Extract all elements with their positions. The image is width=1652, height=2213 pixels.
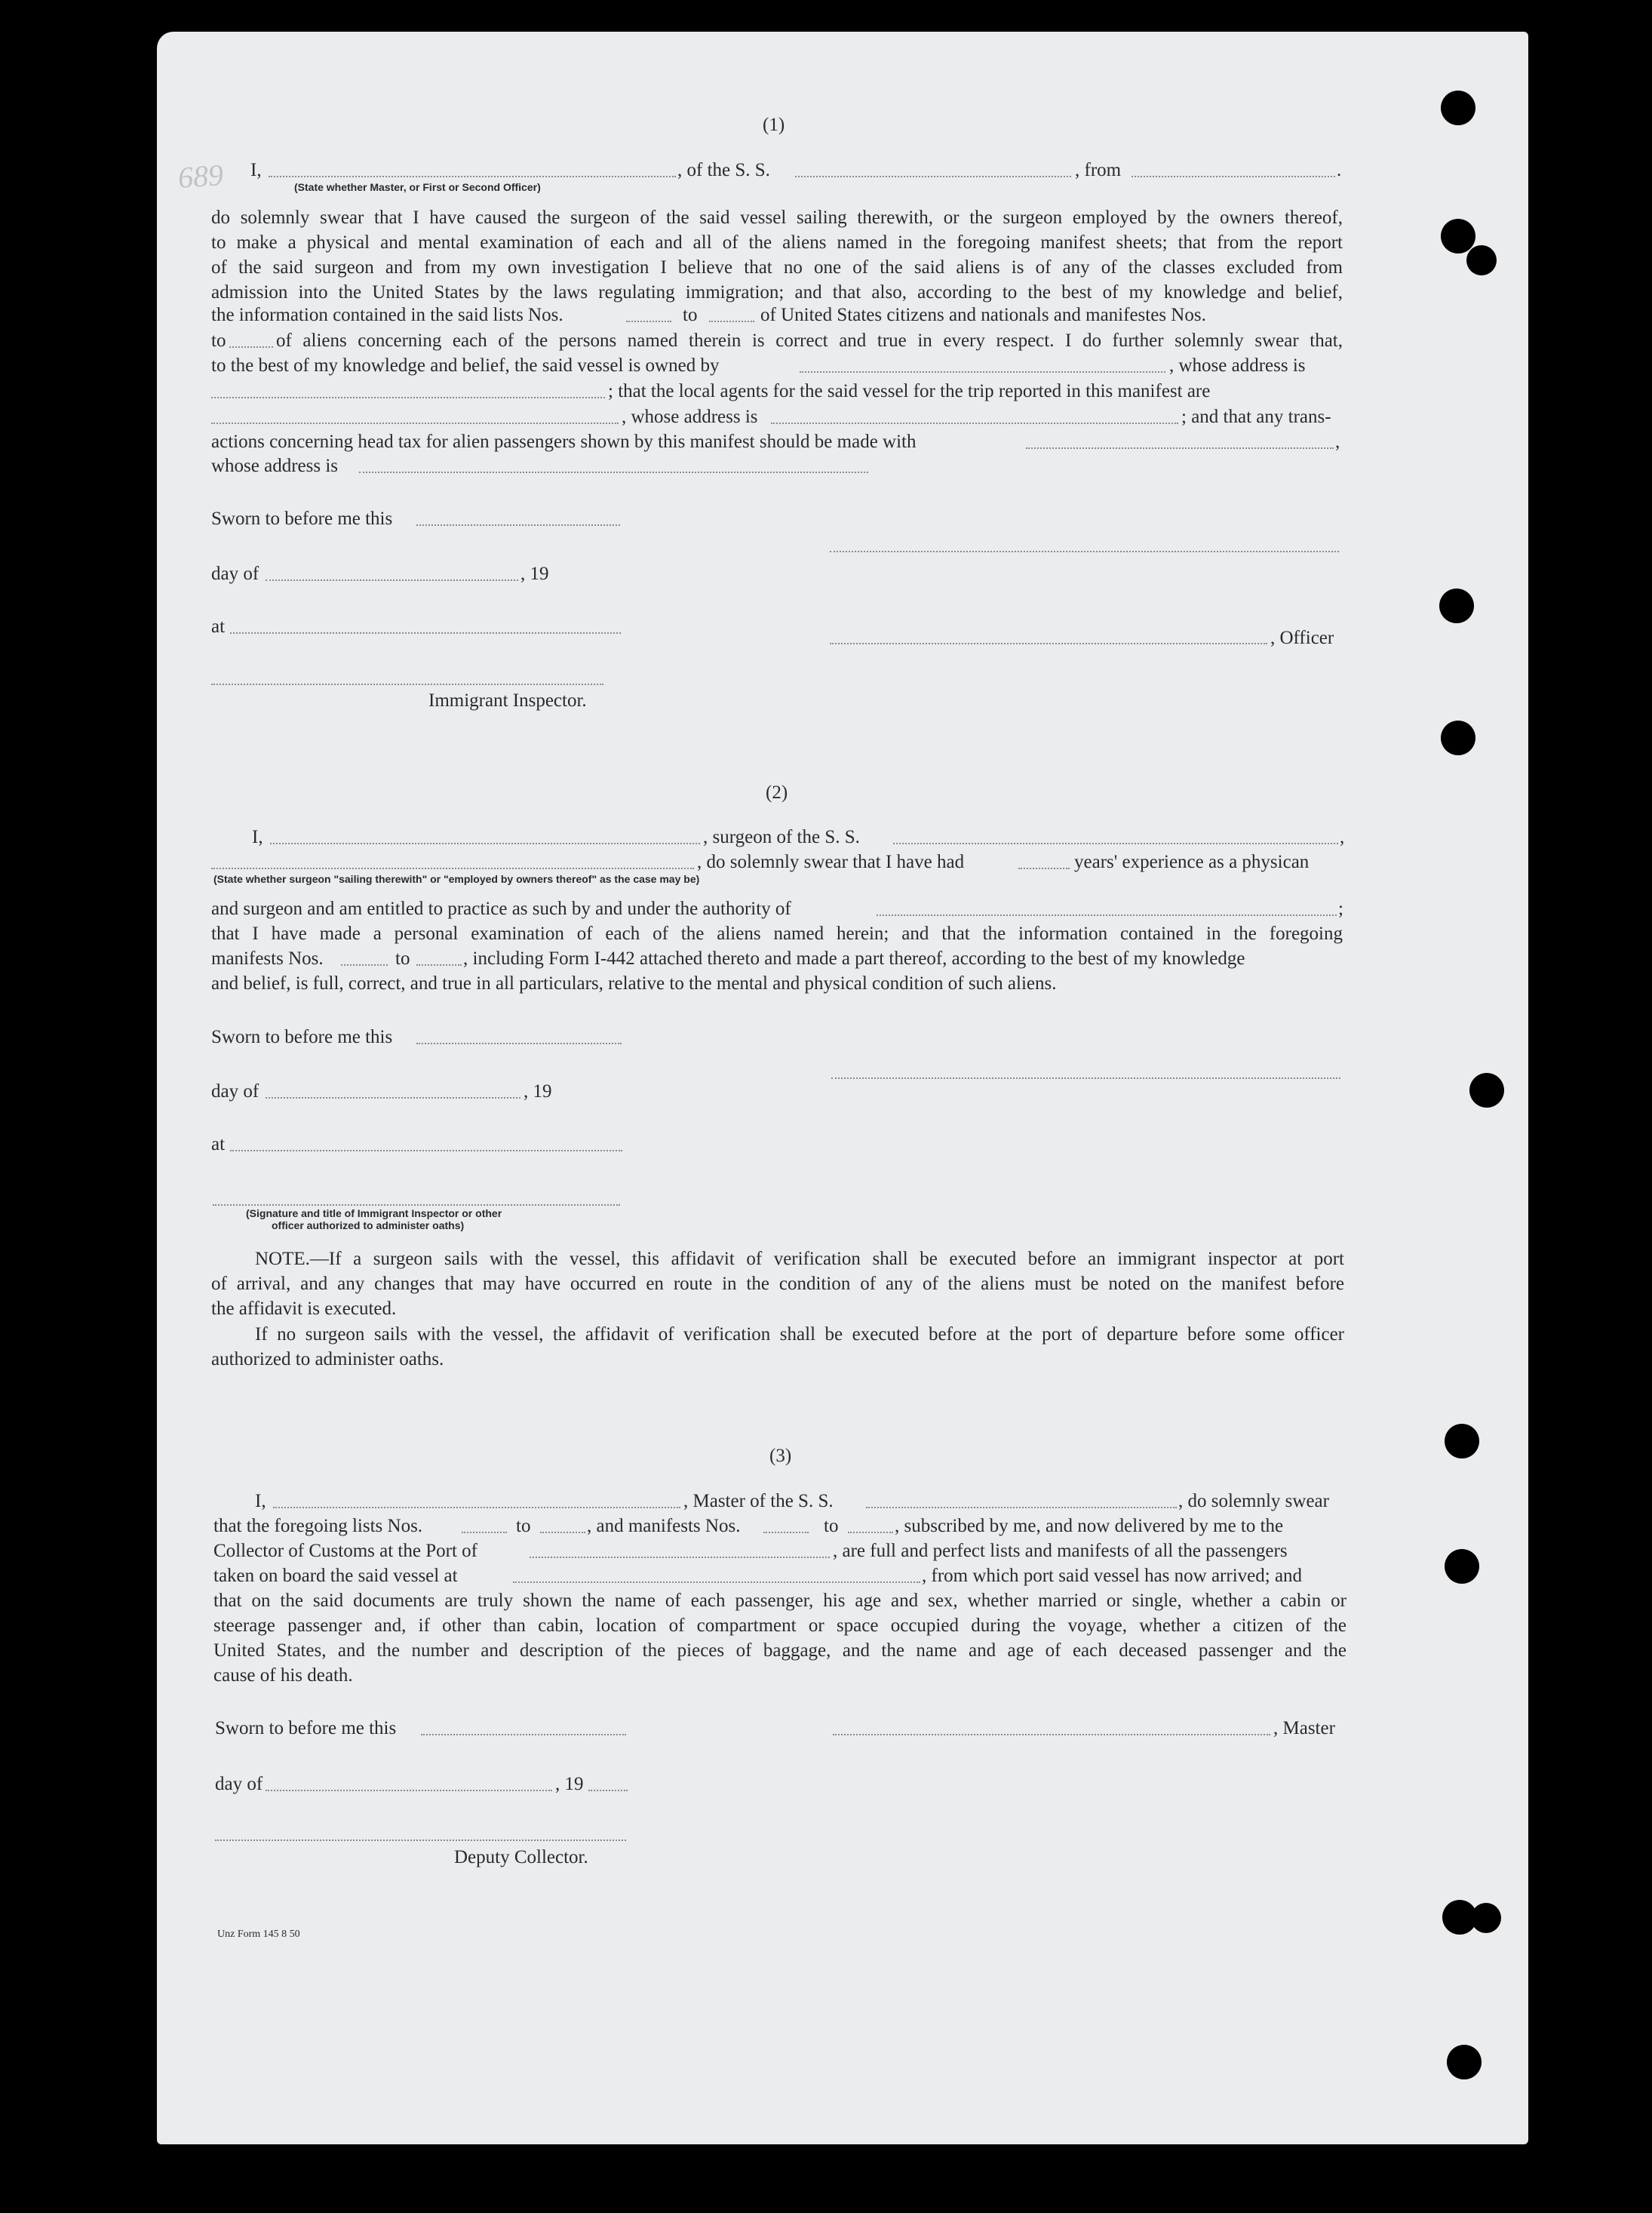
at-label: at	[211, 616, 226, 637]
punch-hole	[1466, 245, 1497, 275]
lists-label: that the foregoing lists Nos.	[213, 1516, 423, 1536]
whose-address-label: , whose address is	[1169, 355, 1306, 376]
swear-text: , do solemnly swear	[1178, 1491, 1329, 1511]
to-label: to	[395, 948, 410, 969]
line-end: ,	[1335, 432, 1340, 452]
signature-caption: (Signature and title of Immigrant Inspector or other	[246, 1207, 502, 1219]
line-end: .	[1337, 160, 1342, 180]
punch-hole	[1471, 1903, 1501, 1933]
punch-hole	[1439, 589, 1474, 623]
punch-hole	[1441, 219, 1475, 254]
month-field[interactable]	[266, 1097, 520, 1099]
line-end: ;	[1338, 899, 1343, 919]
year-field[interactable]	[588, 1790, 628, 1791]
section-number: (2)	[766, 782, 788, 803]
aliens-text: of aliens concerning each of the persons named therein is correct and true in every respect. I do further solemnly swear that,	[276, 330, 1343, 351]
section-number: (3)	[769, 1446, 792, 1466]
taken-label: taken on board the said vessel at	[213, 1566, 458, 1586]
sworn-date-field[interactable]	[416, 1043, 622, 1044]
surgeon-of-ss-label: , surgeon of the S. S.	[703, 827, 860, 847]
owned-text: to the best of my knowledge and belief, the said vessel is owned by	[211, 355, 720, 376]
to-label: to	[516, 1516, 531, 1536]
manifest-to-field[interactable]	[229, 346, 273, 348]
port-field[interactable]	[530, 1557, 830, 1558]
line-end: ,	[1340, 827, 1345, 847]
manifest-to-field[interactable]	[416, 964, 462, 966]
surgeon-name-field[interactable]	[270, 843, 700, 844]
experience-text: , do solemnly swear that I have had	[697, 852, 965, 872]
note-paragraph-2: If no surgeon sails with the vessel, the affidavit of verification shall be executed before at the port of departure before some officer authorized to administer oaths.	[211, 1324, 1344, 1369]
form-text: , including Form I-442 attached thereto and made a part thereof, according to the best of my knowledge	[463, 948, 1245, 969]
head-tax-contact-field[interactable]	[1026, 447, 1334, 449]
manifest-from-field[interactable]	[341, 964, 388, 966]
signature-line[interactable]	[830, 551, 1339, 552]
years-field[interactable]	[1018, 868, 1070, 869]
day-of-label: day of	[211, 1081, 259, 1102]
sworn-date-field[interactable]	[416, 524, 620, 526]
collector-label: Collector of Customs at the Port of	[213, 1541, 477, 1561]
place-field[interactable]	[230, 632, 621, 634]
arrived-text: , from which port said vessel has now arrived; and	[922, 1566, 1303, 1586]
ship-name-field[interactable]	[795, 176, 1071, 177]
agents-text: ; that the local agents for the said vessel for the trip reported in this manifest are	[608, 381, 1211, 401]
info-text: the information contained in the said lists Nos.	[211, 305, 563, 325]
manifests-label: manifests Nos.	[211, 948, 324, 969]
belief-text: and belief, is full, correct, and true in all particulars, relative to the mental and physical condition of such aliens.	[211, 973, 1057, 994]
sworn-label: Sworn to before me this	[215, 1718, 397, 1738]
signature-caption: officer authorized to administer oaths)	[272, 1219, 465, 1231]
inspector-signature-line[interactable]	[211, 684, 603, 685]
punch-hole	[1469, 1073, 1504, 1108]
agents-address-label: , whose address is	[622, 407, 758, 427]
info-text-2: of United States citizens and nationals and manifestes Nos.	[760, 305, 1206, 325]
of-the-ss-label: , of the S. S.	[677, 160, 770, 180]
full-lists-text: , are full and perfect lists and manifests of all the passengers	[833, 1541, 1288, 1561]
at-label: at	[211, 1134, 226, 1154]
master-signature-line[interactable]	[833, 1734, 1270, 1735]
oath-paragraph: do solemnly swear that I have caused the surgeon of the said vessel sailing therewith, or the surgeon employed by the owners thereof, to make a physical and mental examination of each and all of the aliens named in the foregoing manifest sheets; that from the report of the said surgeon and from my own investigation I believe that no one of the said aliens is of any of the classes excluded from admission into the United States by the laws regulating immigration; and that also, according to the best of my knowledge and belief,	[211, 207, 1343, 303]
officer-name-field[interactable]	[269, 176, 676, 177]
to-label: to	[683, 305, 698, 325]
master-label: , Master	[1273, 1718, 1335, 1738]
day-of-label: day of	[211, 564, 259, 584]
month-field[interactable]	[266, 579, 518, 581]
to-label: to	[824, 1516, 839, 1536]
punch-hole	[1441, 721, 1475, 755]
list-from-field[interactable]	[626, 321, 671, 322]
master-of-ss-label: , Master of the S. S.	[683, 1491, 834, 1511]
manifests-label: , and manifests Nos.	[587, 1516, 741, 1536]
owner-field[interactable]	[800, 371, 1165, 373]
whose-address-label: whose address is	[211, 456, 339, 476]
form-number: Unz Form 145 8 50	[217, 1929, 300, 1940]
year-label: , 19	[524, 1081, 552, 1102]
departure-port-field[interactable]	[1132, 176, 1335, 177]
to-label: to	[211, 330, 226, 351]
deputy-collector-label: Deputy Collector.	[454, 1847, 588, 1867]
authority-text: and surgeon and am entitled to practice as such by and under the authority of	[211, 899, 791, 919]
head-tax-address-field[interactable]	[359, 472, 868, 473]
inspector-signature-line[interactable]	[213, 1204, 620, 1206]
section-number: (1)	[763, 115, 785, 135]
punch-hole	[1441, 91, 1475, 125]
subscribed-text: , subscribed by me, and now delivered by me to the	[895, 1516, 1284, 1536]
officer-signature-line[interactable]	[830, 643, 1267, 644]
oath-pronoun: I,	[252, 827, 263, 847]
exam-text: that I have made a personal examination of each of the aliens named herein; and that the information contained in the foregoing	[211, 924, 1343, 944]
embarkation-port-field[interactable]	[513, 1581, 920, 1583]
from-label: , from	[1075, 160, 1122, 180]
oath-pronoun: I,	[255, 1491, 266, 1511]
surgeon-status-field[interactable]	[211, 868, 694, 869]
authority-field[interactable]	[877, 914, 1337, 916]
officer-label: , Officer	[1270, 628, 1334, 648]
list-to-field[interactable]	[709, 321, 754, 322]
surgeon-signature-line[interactable]	[831, 1077, 1340, 1079]
officer-rank-caption: (State whether Master, or First or Second Officer)	[294, 181, 541, 193]
ship-name-field[interactable]	[893, 843, 1338, 844]
ship-name-field[interactable]	[866, 1507, 1177, 1508]
experience-text-2: years' experience as a physican	[1074, 852, 1310, 872]
manifest-to-field[interactable]	[848, 1532, 893, 1533]
punch-hole	[1445, 1549, 1479, 1584]
sworn-date-field[interactable]	[421, 1734, 626, 1735]
day-of-label: day of	[215, 1774, 263, 1794]
deputy-signature-line[interactable]	[215, 1840, 626, 1841]
master-name-field[interactable]	[273, 1507, 680, 1508]
transactions-text: ; and that any trans-	[1181, 407, 1331, 427]
oath-pronoun: I,	[250, 160, 262, 180]
punch-hole	[1445, 1424, 1479, 1458]
manifest-from-field[interactable]	[763, 1532, 809, 1533]
place-field[interactable]	[230, 1150, 622, 1151]
passenger-paragraph: that on the said documents are truly shown the name of each passenger, his age and sex, whether married or single, whether a cabin or steerage passenger and, if other than cabin, location of compartment or space occupied during the voyage, whether a citizen of the United States, and the number and description of the pieces of baggage, and the name and age of each deceased passenger and the cause of his death.	[213, 1591, 1346, 1686]
month-field[interactable]	[266, 1790, 552, 1791]
agents-address-field[interactable]	[771, 423, 1178, 424]
inspector-label: Immigrant Inspector.	[428, 690, 587, 711]
surgeon-status-caption: (State whether surgeon "sailing therewith" or "employed by owners thereof" as the case may be)	[213, 873, 700, 885]
note-paragraph: NOTE.—If a surgeon sails with the vessel, this affidavit of verification shall be executed before an immigrant inspector at port of arrival, and any changes that may have occurred en route in the condition of any of the aliens must be noted on the manifest before the affidavit is executed.	[211, 1249, 1344, 1319]
owner-address-field[interactable]	[211, 397, 605, 398]
year-label: , 19	[555, 1774, 584, 1794]
list-from-field[interactable]	[462, 1532, 507, 1533]
faded-stamp: 689	[177, 157, 225, 195]
list-to-field[interactable]	[540, 1532, 585, 1533]
punch-hole	[1447, 2045, 1482, 2079]
sworn-label: Sworn to before me this	[211, 509, 393, 529]
agents-field[interactable]	[211, 423, 619, 424]
sworn-label: Sworn to before me this	[211, 1027, 393, 1047]
head-tax-text: actions concerning head tax for alien passengers shown by this manifest should be made with	[211, 432, 917, 452]
year-label: , 19	[520, 564, 549, 584]
